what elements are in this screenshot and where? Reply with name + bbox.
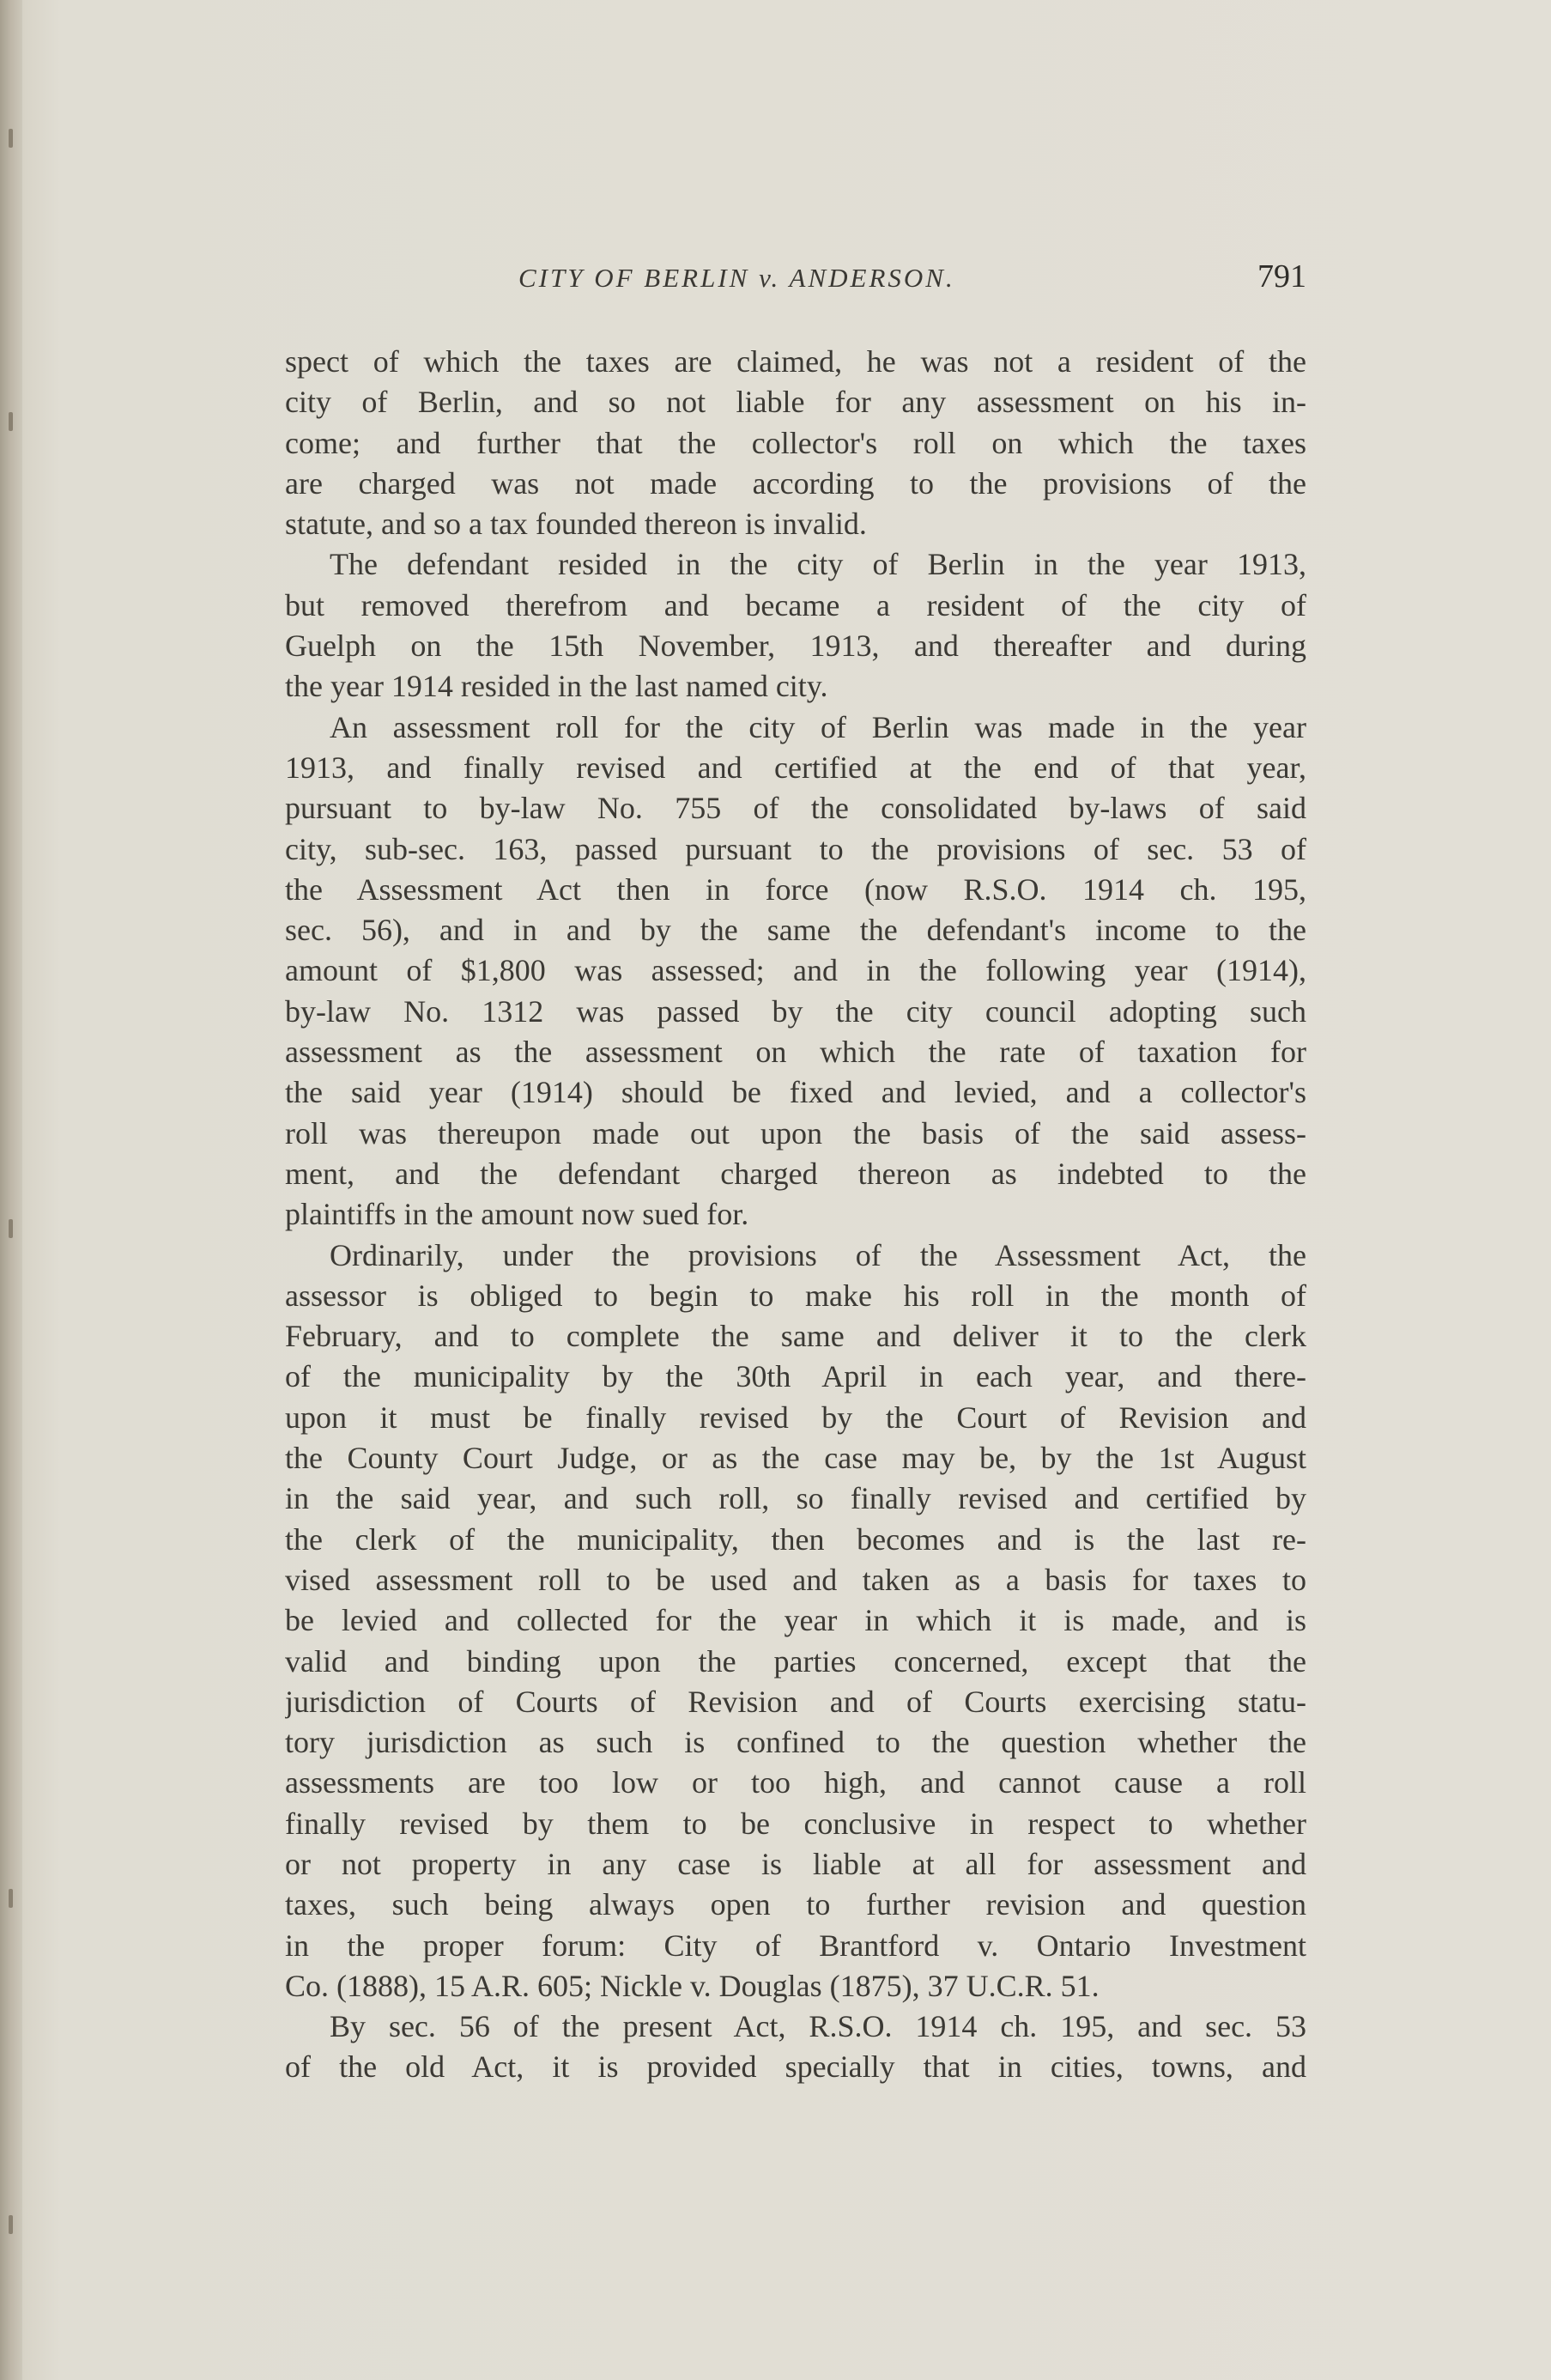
text-line: the Assessment Act then in force (now R.S.O. 1914 ch. 195, [285,871,1306,907]
text-line: come; and further that the collector's roll on which the taxes [285,425,1306,460]
text-line: but removed therefrom and became a resident of the city of [285,587,1306,622]
text-line: By sec. 56 of the present Act, R.S.O. 1914 ch. 195, and sec. 53 [330,2009,1306,2044]
binding-stitch [9,2215,13,2234]
body-text [285,342,1306,2088]
text-line: ment, and the defendant charged thereon as indebted to the [285,1156,1306,1191]
text-line: valid and binding upon the parties concerned, except that the [285,1643,1306,1679]
text-line: the clerk of the municipality, then becomes and is the last re- [285,1521,1306,1557]
text-line: February, and to complete the same and deliver it to the clerk [285,1319,1306,1354]
text-line: the County Court Judge, or as the case may be, by the 1st August [285,1441,1306,1476]
text-line: or not property in any case is liable at all for assessment and [285,1846,1306,1881]
text-line: city of Berlin, and so not liable for any assessment on his in- [285,385,1306,420]
text-line: spect of which the taxes are claimed, he was not a resident of the [285,344,1306,379]
binding-stitch [9,129,13,148]
text-line: Ordinarily, under the provisions of the Assessment Act, the [330,1237,1306,1272]
text-line: pursuant to by-law No. 755 of the consolidated by-laws of said [285,791,1306,826]
text-line: are charged was not made according to the provisions of the [285,465,1306,501]
text-line: sec. 56), and in and by the same the defendant's income to the [285,913,1306,948]
running-head [285,258,1306,309]
text-line: be levied and collected for the year in which it is made, and is [285,1603,1306,1638]
text-line: amount of $1,800 was assessed; and in the following year (1914), [285,953,1306,988]
text-line: Guelph on the 15th November, 1913, and thereafter and during [285,628,1306,664]
text-line: assessments are too low or too high, and cannot cause a roll [285,1765,1306,1800]
text-line: assessment as the assessment on which the rate of taxation for [285,1035,1306,1070]
text-line: vised assessment roll to be used and taken as a basis for taxes to [285,1562,1306,1597]
text-line: tory jurisdiction as such is confined to the question whether the [285,1725,1306,1760]
text-line: plaintiffs in the amount now sued for. [285,1197,749,1232]
text-line: in the proper forum: City of Brantford v. Ontario Investment [285,1928,1306,1963]
text-line: taxes, such being always open to further revision and question [285,1887,1306,1922]
text-line: upon it must be finally revised by the Court of Revision and [285,1399,1306,1435]
text-line: in the said year, and such roll, so finally revised and certified by [285,1481,1306,1516]
text-line: of the municipality by the 30th April in each year, and there- [285,1359,1306,1394]
text-line: roll was thereupon made out upon the basis of the said assess- [285,1115,1306,1151]
text-line: by-law No. 1312 was passed by the city council adopting such [285,993,1306,1029]
text-line: Co. (1888), 15 A.R. 605; Nickle v. Douglas (1875), 37 U.C.R. 51. [285,1968,1100,2003]
text-line: finally revised by them to be conclusive in respect to whether [285,1806,1306,1841]
text-line: statute, and so a tax founded thereon is invalid. [285,507,867,542]
text-line: 1913, and finally revised and certified at the end of that year, [285,750,1306,785]
page-number: 791 [1257,258,1306,294]
text-line: An assessment roll for the city of Berlin was made in the year [330,709,1306,744]
text-line: the said year (1914) should be fixed and levied, and a collector's [285,1075,1306,1110]
text-line: the year 1914 resided in the last named city. [285,669,828,704]
binding-stitch [9,1219,13,1238]
text-line: jurisdiction of Courts of Revision and of Courts exercising statu- [285,1684,1306,1719]
binding-stitch [9,1889,13,1908]
running-title: CITY OF BERLIN v. ANDERSON. [518,263,955,293]
text-line: The defendant resided in the city of Berlin in the year 1913, [330,547,1306,582]
page-spine [0,0,22,2380]
text-line: assessor is obliged to begin to make his roll in the month of [285,1278,1306,1313]
text-line: of the old Act, it is provided specially that in cities, towns, and [285,2049,1306,2085]
binding-stitch [9,412,13,431]
text-line: city, sub-sec. 163, passed pursuant to the provisions of sec. 53 of [285,831,1306,866]
